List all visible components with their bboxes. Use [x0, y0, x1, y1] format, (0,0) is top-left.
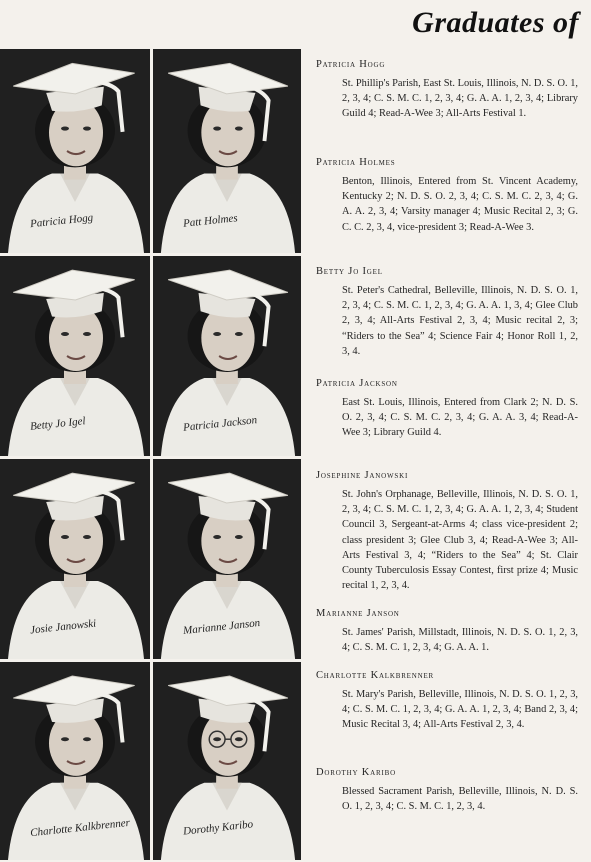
graduate-entry: [316, 608, 578, 655]
portrait-signature: Dorothy Karibo: [182, 818, 254, 838]
portrait-dorothy-karibo: [153, 662, 301, 860]
graduate-name: Marianne Janson: [316, 608, 400, 619]
graduate-bio: St. John's Orphanage, Belleville, Illinois, N. D. S. O. 1, 2, 3, 4; C. S. M. C. 1, 2, 3, 4; G. A. A. 1, 2, 3, 4; Student Council 3, Sergeant-at-Arms 4; class vice-president 2; class president 3; Glee Club 3, 4; Read-A-Wee 3; All-Arts Festival 3, 4; “Riders to the Sea” 4; St. Clair County Tuberculosis Essay Contest, first prize 4; Music recital 1, 2, 3, 4.: [342, 489, 578, 592]
right-eye: [235, 737, 243, 741]
right-eye: [235, 535, 243, 539]
left-eye: [61, 127, 69, 131]
graduate-entry: [316, 767, 578, 814]
portrait-signature: Patricia Hogg: [29, 211, 94, 231]
portrait-marianne-janson: [153, 459, 301, 659]
portrait-charlotte-kalkbrenner: [0, 662, 150, 860]
graduate-entry: [316, 157, 578, 235]
left-eye: [61, 737, 69, 741]
graduate-bio: Blessed Sacrament Parish, Belleville, Illinois, N. D. S. O. 1, 2, 3, 4; C. S. M. C. 1, 2, 3, 4.: [342, 786, 578, 813]
graduate-bio: St. Phillip's Parish, East St. Louis, Illinois, N. D. S. O. 1, 2, 3, 4; C. S. M. C. 1, 2, 3, 4; G. A. A. 1, 2, 3, 4; Library Guild 4; Read-A-Wee 3; All-Arts Festival 1.: [342, 78, 578, 120]
portrait-josephine-janowski: [0, 459, 150, 659]
right-eye: [235, 332, 243, 336]
portrait-patricia-hogg: [0, 49, 150, 253]
graduate-name: Patricia Hogg: [316, 59, 386, 70]
graduate-name: Charlotte Kalkbrenner: [316, 670, 435, 681]
portrait-betty-jo-igel: [0, 256, 150, 456]
portrait-signature: Marianne Janson: [182, 616, 261, 638]
graduate-bio: East St. Louis, Illinois, Entered from Clark 2; N. D. S. O. 2, 3, 4; C. S. M. C. 2, 3, 4; G. A. A. 3, 4; Read-A-Wee 3; Library Guild 4.: [342, 397, 578, 439]
left-eye: [61, 332, 69, 336]
right-eye: [83, 127, 91, 131]
page-heading: Graduates of: [412, 6, 579, 39]
portrait-signature: Patricia Jackson: [182, 414, 258, 434]
graduate-entry: [316, 378, 578, 441]
right-eye: [235, 127, 243, 131]
cap-board: [167, 467, 290, 510]
left-eye: [213, 127, 221, 131]
graduate-bio: St. Mary's Parish, Belleville, Illinois, N. D. S. O. 1, 2, 3, 4; C. S. M. C. 1, 2, 3, 4; G. A. A. 1, 2, 3, 4; Band 2, 3, 4; Music Recital 3, 4; All-Arts Festival 2, 3, 4.: [342, 689, 578, 731]
graduate-entry: [316, 59, 578, 122]
portrait-signature: Josie Janowski: [29, 617, 97, 637]
cap-board: [167, 57, 290, 100]
portrait-signature: Patt Holmes: [182, 212, 239, 230]
graduate-entry: [316, 670, 578, 733]
left-eye: [213, 535, 221, 539]
graduate-entry: [316, 470, 578, 593]
cap-board: [167, 264, 290, 307]
graduate-name: Patricia Jackson: [316, 378, 398, 389]
portrait-patricia-jackson: [153, 256, 301, 456]
right-eye: [83, 737, 91, 741]
graduate-name: Dorothy Karibo: [316, 767, 396, 778]
graduate-entry: [316, 266, 578, 359]
graduate-bio: Benton, Illinois, Entered from St. Vincent Academy, Kentucky 2; N. D. S. O. 2, 3, 4; C. S. M. C. 2, 3, 4; G. A. A. 2, 3, 4; Varsity manager 4; Music Recital 2, 3; G. C. C. 2, 3, 4, vice-president 3; Read-A-Wee 3.: [342, 176, 578, 233]
graduate-bio: St. James' Parish, Millstadt, Illinois, N. D. S. O. 1, 2, 3, 4; C. S. M. C. 1, 2, 3, 4; G. A. A. 1.: [342, 627, 578, 654]
graduate-bio: St. Peter's Cathedral, Belleville, Illinois, N. D. S. O. 1, 2, 3, 4; C. S. M. C. 1, 2, 3, 4; G. A. A. 1, 3, 4; Glee Club 2, 3, 4; All-Arts Festival 2, 3, 4; Music recital 2, 3; “Riders to the Sea” 4; Science Fair 4; Honor Roll 1, 2, 3, 4.: [342, 285, 578, 357]
right-eye: [83, 332, 91, 336]
left-eye: [61, 535, 69, 539]
right-eye: [83, 535, 91, 539]
cap-board: [167, 670, 290, 712]
left-eye: [213, 332, 221, 336]
portrait-signature: Charlotte Kalkbrenner: [29, 816, 131, 840]
left-eye: [213, 737, 221, 741]
portrait-signature: Betty Jo Igel: [29, 415, 87, 433]
graduate-name: Patricia Holmes: [316, 157, 396, 168]
graduate-name: Betty Jo Igel: [316, 266, 383, 277]
portrait-patricia-holmes: [153, 49, 301, 253]
graduate-name: Josephine Janowski: [316, 470, 409, 481]
